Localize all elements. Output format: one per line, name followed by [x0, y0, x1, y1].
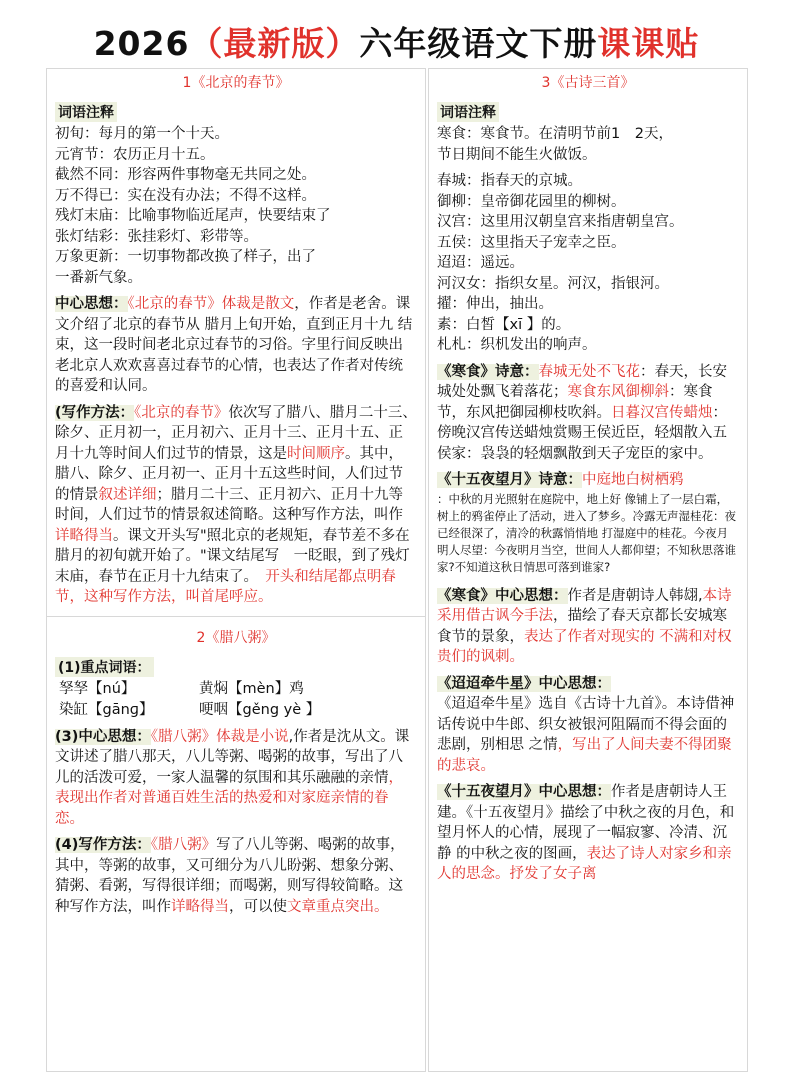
hanshi-meaning — [437, 362, 739, 465]
section-2-method — [55, 835, 417, 917]
method-label: (写作方法： — [55, 404, 135, 421]
hanshi-red-3: 日暮汉宫传蜡烛 — [611, 404, 713, 421]
tiaotiao-theme — [437, 674, 739, 777]
title-subject: 六年级语文下册 — [359, 24, 598, 63]
theme-label: (3)中心思想： — [55, 728, 151, 745]
shiwu-theme-label: 《十五夜望月》中心思想： — [437, 784, 611, 800]
method-red-3: 叙述详细 — [98, 486, 157, 503]
theme-highlight-2: ，表现出作者对普通百姓生活的热爱和对家庭亲情的眷恋。 — [55, 769, 403, 827]
method-text-3: ；腊月二十三、正月初六、正月十九等时间，人们过节的情景叙述简略。这种写作方法，叫作 — [55, 486, 403, 523]
method-red-1: 《北京的春节》 — [134, 404, 229, 421]
section-2-vocab-heading: (1)重点词语： — [55, 657, 154, 677]
section-3-vocab-heading: 词语注释 — [437, 102, 499, 122]
title-close-paren: ） — [325, 24, 360, 63]
method-red-4: 详略得当 — [55, 527, 113, 544]
section-2-title: 2《腊八粥》 — [196, 629, 276, 646]
tiaotiao-theme-label: 《迢迢牵牛星》中心思想： — [437, 675, 611, 692]
vocab-item: 五侯：这里指天子宠幸之臣。 — [437, 234, 626, 251]
vocab-item: 河汉女：指织女星。河汉，指银河。 — [437, 275, 669, 292]
hanshi-text-3: ：傍晚汉宫传送蜡烛赏赐王侯近臣，轻烟散入五侯家：袅袅的轻烟飘散到天子宠臣的家中。 — [437, 404, 727, 462]
left-column — [46, 68, 426, 1072]
section-3-title: 3《古诗三首》 — [541, 75, 635, 91]
section-1-vocab-list — [47, 124, 425, 288]
tiaotiao-theme-red: ，写出了人间夫妻不得团聚 的悲哀。 — [437, 737, 732, 774]
theme-text: ,作者是沈从文。课文讲述了腊八那天，八儿等粥、喝粥的故事，写出了八儿的活泼可爱，一家人温馨的氛围和其乐融融的亲情 — [55, 728, 410, 786]
method-text-1: 依次写了腊八、腊月二十三、除夕、正月初一，正月初六、正月十三、正月十五、正月十九等时间人们过节的情景，这是 — [55, 404, 417, 462]
tiaotiao-theme-text: 《迢迢牵牛星》选自《古诗十九首》。本诗借神话传说中牛郎、织女被银河阻隔而不得会面的悲剧，别相思 之情 — [437, 696, 735, 753]
section-1-title: 1《北京的春节》 — [182, 75, 290, 91]
theme-highlight: 《北京的春节》体裁是散文 — [127, 296, 295, 312]
shiwu-theme-text: 作者是唐朝诗人王建。《十五夜望月》描绘了中秋之夜的月色，和望月怀人的心情，展现了一幅寂寥、冷清、沉静 的中秋之夜的图画， — [437, 784, 735, 862]
vocab-item: 汉宫：这里用汉朝皇宫来指唐朝皇宫。 — [437, 214, 684, 230]
vocab-item: 擢：伸出，抽出。 — [437, 296, 553, 312]
vocab-item: 万象更新：一切事物都改换了样子，出了 — [55, 249, 316, 265]
method-red-2: 详略得当 — [171, 898, 229, 915]
vocab-item: 截然不同：形容两件事物毫无共同之处。 — [55, 167, 316, 183]
vocab-item: 元宵节：农历正月十五。 — [55, 146, 215, 163]
section-2-theme — [55, 727, 417, 830]
method-text-2: 。其中，腊八、除夕、正月初一、正月十五这些时间，人们过节的情景 — [55, 445, 403, 503]
vocab-item: 残灯末庙：比喻事物临近尾声，快要结束了 — [55, 208, 331, 224]
hanshi-theme-red-1: 本诗采用借古讽今手法 — [437, 587, 732, 624]
shiwu-meaning — [437, 470, 739, 491]
hanshi-text-2: ：寒食节，东风把御园柳枝吹斜。 — [437, 384, 713, 421]
shiwu-theme — [437, 782, 739, 885]
theme-text: ，作者是老舍。课文介绍了北京的春节从 腊月上旬开始，直到正月十九 结束，这一段时间老北京过春节的习俗。字里行间反映出老北京人欢欢喜喜过春节的心情，也表达了作者对传统的喜爱和认同。 — [55, 296, 413, 394]
hanshi-text-1: ：春天，长安城处处飘飞着落花； — [437, 363, 727, 400]
vocab-item: 迢迢：遥远。 — [437, 255, 524, 271]
method-red-2: 时间顺序 — [287, 445, 345, 462]
pinyin-word: 黄焖【mèn】鸡 — [199, 680, 304, 697]
theme-highlight: 《腊八粥》体裁是小说 — [150, 728, 289, 745]
pinyin-row — [59, 679, 417, 700]
pinyin-word: 孥孥【nú】 — [59, 680, 136, 697]
vocab-item: 寒食：寒食节。在清明节前1 2天， — [437, 126, 673, 142]
hanshi-theme-text-2: ，描绘了春天京都长安城寒食节的景象， — [437, 608, 727, 645]
shiwu-label: 《十五夜望月》诗意： — [437, 472, 582, 488]
section-divider — [47, 616, 425, 617]
vocab-item: 一番新气象。 — [55, 269, 142, 286]
shiwu-theme-red: 表达了诗人对家乡和亲人的思念。抒发了女子离 — [437, 845, 732, 882]
theme-label: 中心思想： — [55, 296, 128, 312]
vocab-item: 节日期间不能生火做饭。 — [437, 146, 597, 163]
vocab-item: 札札：织机发出的响声。 — [437, 337, 597, 353]
hanshi-theme-red-2: 表达了作者对现实的 不满和对权贵们的讽刺。 — [437, 628, 732, 665]
hanshi-theme — [437, 586, 739, 668]
right-column — [428, 68, 748, 1072]
hanshi-label: 《寒食》诗意： — [437, 363, 539, 380]
section-1-method — [55, 403, 417, 608]
title-year: 2026 — [93, 24, 190, 63]
hanshi-theme-text-1: 作者是唐朝诗人韩翃, — [567, 587, 703, 604]
title-open-paren: （ — [189, 24, 224, 63]
vocab-item: 万不得已：实在没有办法；不得不这样。 — [55, 187, 316, 204]
title-suffix: 课课贴 — [597, 24, 700, 63]
section-1-theme — [55, 294, 417, 397]
method-red-1: 《腊八粥》 — [150, 837, 217, 853]
method-label: (4)写作方法： — [55, 837, 151, 853]
shiwu-meaning-detail: ：中秋的月光照射在庭院中，地上好 像铺上了一层白霜，树上的鸦雀停止了活动，进入了梦乡。冷露无声湿桂花：夜已经很深了，清冷的秋露悄悄地 打湿庭中的桂花。今夜月明人尽望：今夜明月当空，世间人人都仰望；不知秋思落谁家?不知道这秋日情思可落到谁家? — [437, 491, 736, 574]
pinyin-row — [59, 700, 417, 721]
section-3-vocab-list — [429, 124, 747, 356]
vocab-item: 张灯结彩：张挂彩灯、彩带等。 — [55, 228, 258, 245]
shiwu-red: 中庭地白树栖鸦 — [582, 472, 684, 488]
hanshi-theme-label: 《寒食》中心思想： — [437, 587, 568, 604]
vocab-item: 素：白皙【xī 】的。 — [437, 316, 571, 333]
method-red-5: 开头和结尾都点明春节，这种写作方法，叫首尾呼应。 — [55, 568, 396, 605]
pinyin-word: 哽咽【gěng yè 】 — [199, 701, 321, 718]
title-edition: 最新版 — [223, 24, 326, 63]
vocab-item: 初旬：每月的第一个十天。 — [55, 126, 229, 142]
pinyin-word: 染缸【gānɡ】 — [59, 701, 154, 718]
hanshi-red-1: 春城无处不飞花 — [538, 363, 640, 380]
section-1-vocab-heading: 词语注释 — [55, 102, 117, 122]
vocab-item: 春城：指春天的京城。 — [437, 173, 582, 189]
page-title — [0, 18, 793, 65]
hanshi-red-2: 寒食东风御柳斜 — [567, 384, 669, 400]
method-text-2: ，可以使 — [229, 898, 287, 915]
method-text-4: 。课文开头写"照北京的老规矩，春节差不多在腊月的初旬就开始了。"课文结尾写 一眨眼，到了残灯末庙，春节在正月十九结束了。 — [55, 527, 410, 585]
method-text-1: 写了八儿等粥、喝粥的故事，其中，等粥的故事，又可细分为八儿盼粥、想象分粥、猜粥、看粥，写得很详细；而喝粥，则写得较简略。这种写作方法，叫作 — [55, 837, 405, 915]
method-red-3: 文章重点突出。 — [287, 898, 389, 915]
vocab-item: 御柳：皇帝御花园里的柳树。 — [437, 193, 626, 210]
